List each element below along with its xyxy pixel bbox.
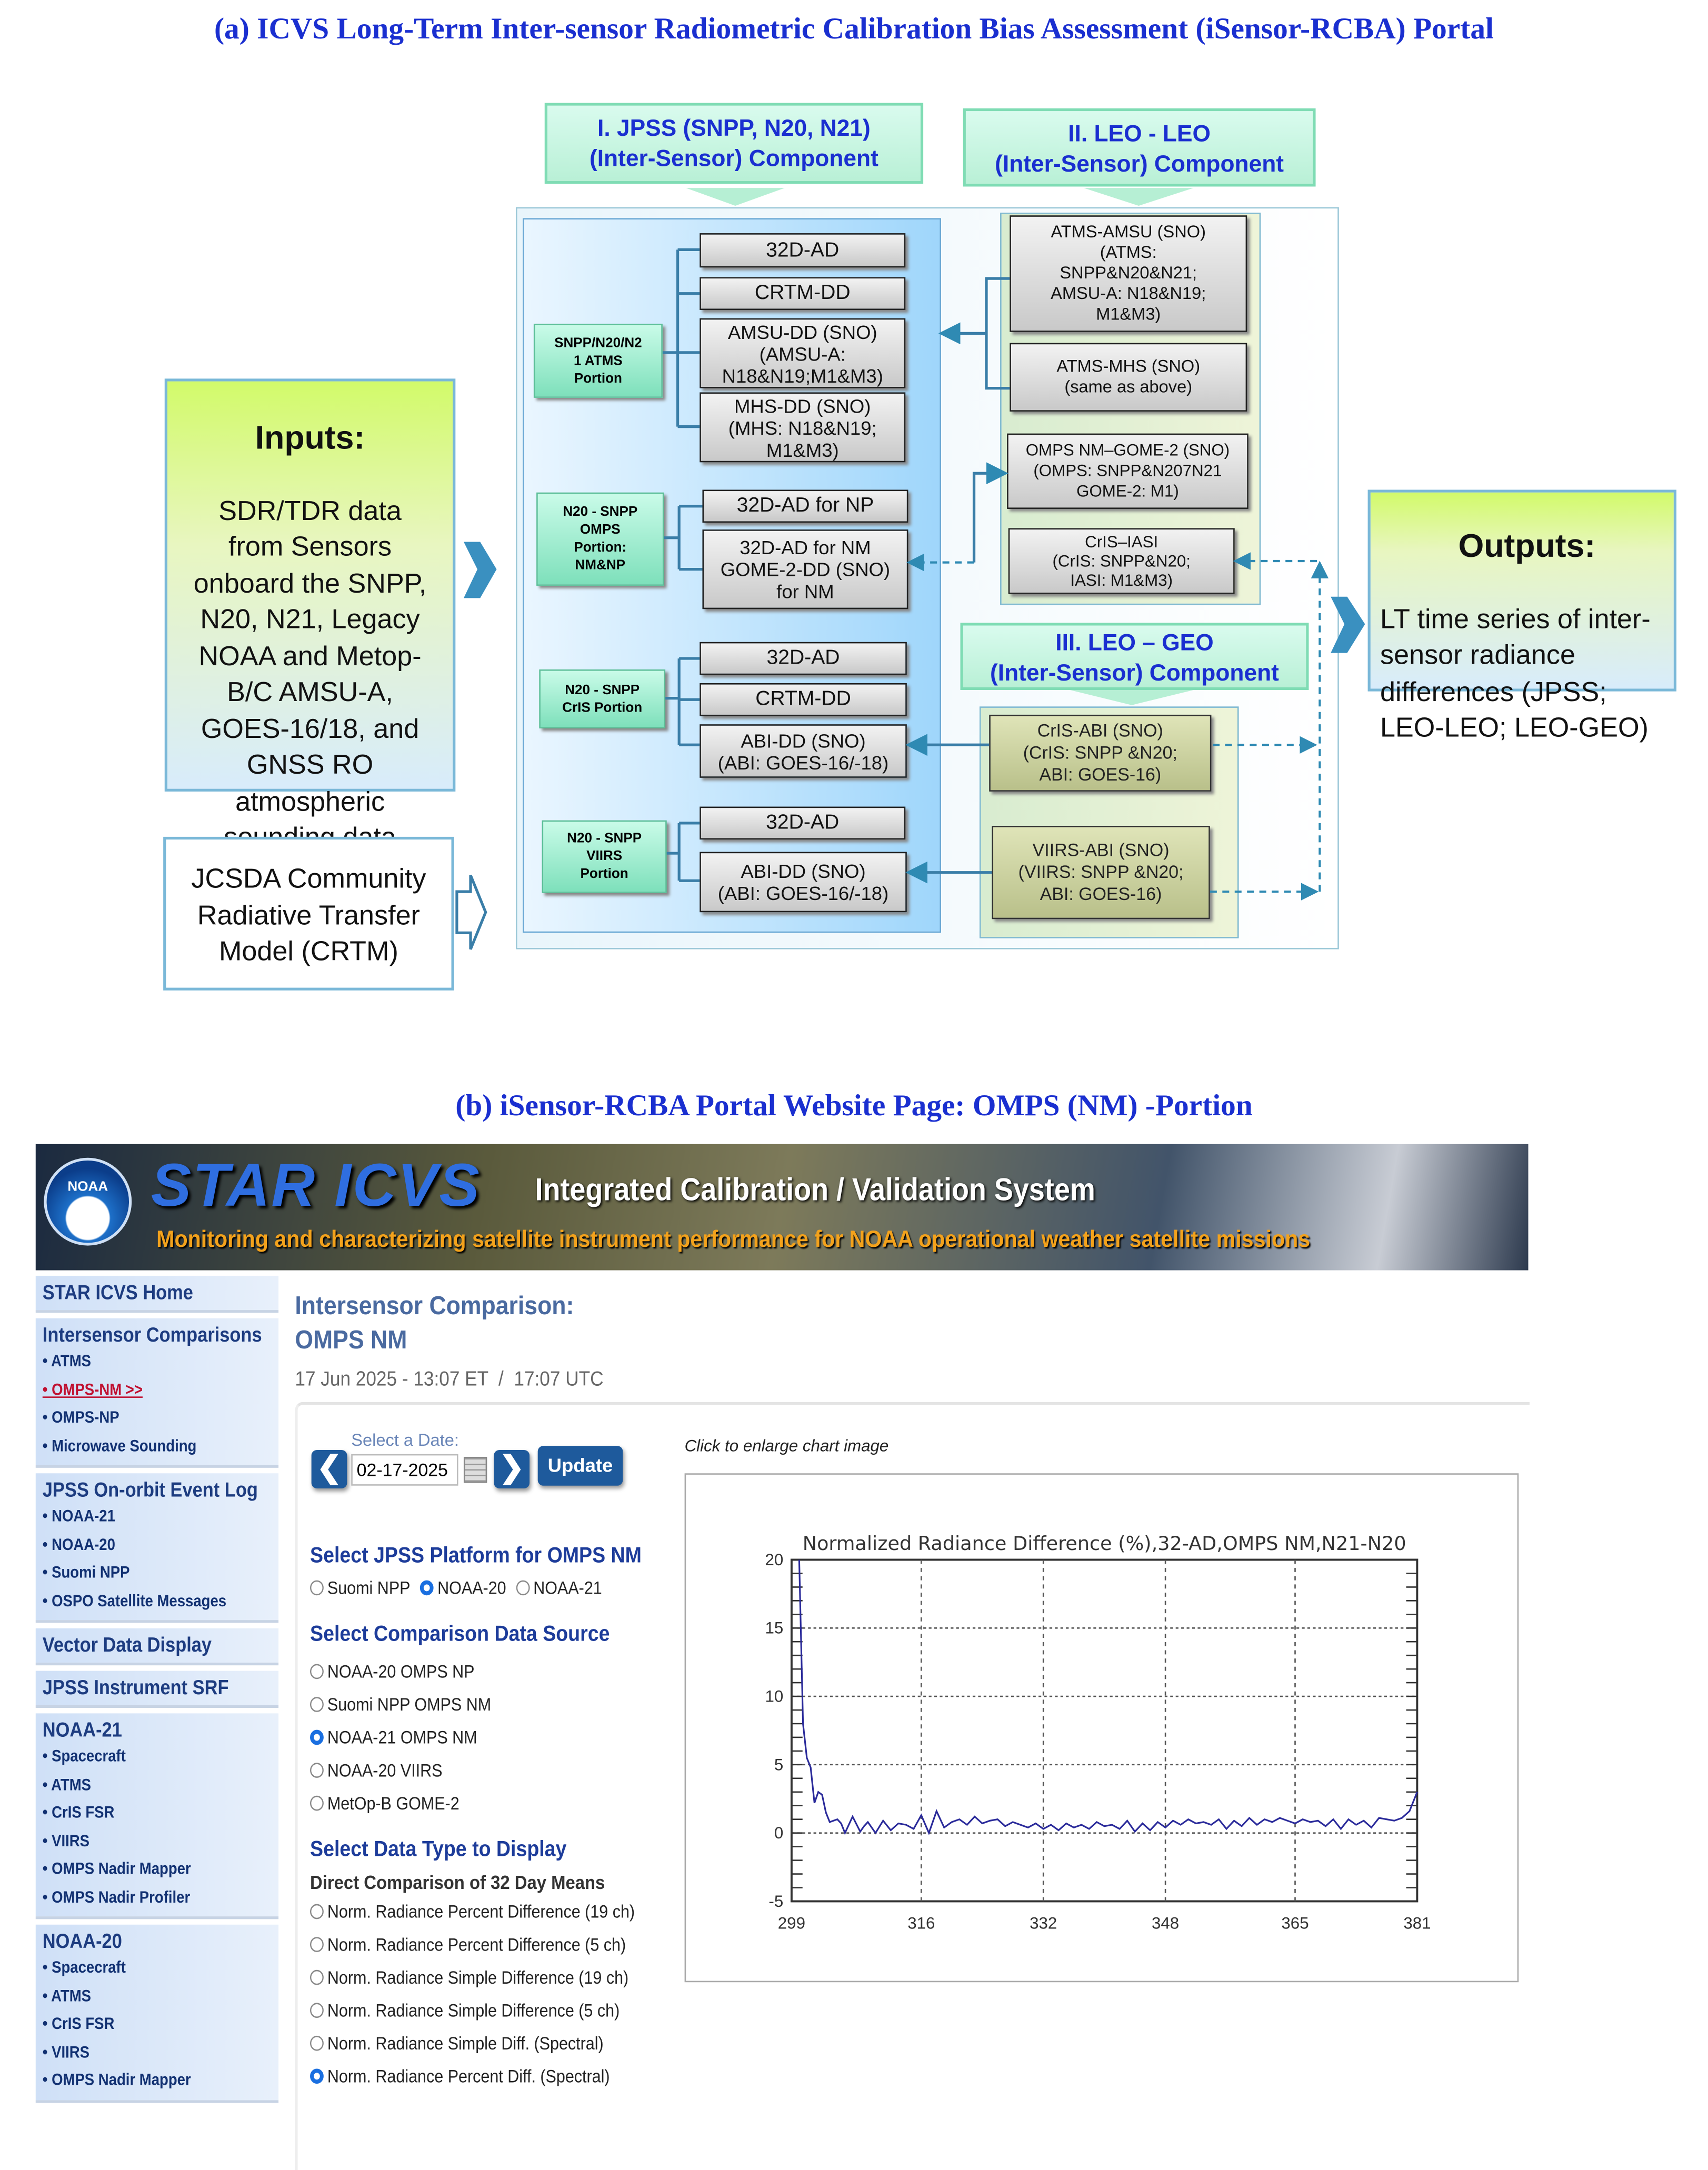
sidebar-link-label: OMPS-NM >> — [52, 1379, 143, 1399]
page-title: Intersensor Comparison: — [295, 1292, 574, 1321]
x-tick-label: 365 — [1281, 1914, 1309, 1933]
sidebar-link[interactable] — [43, 1375, 244, 1403]
portion-atms: SNPP/N20/N2 1 ATMS Portion — [534, 324, 663, 398]
sidebar-link[interactable] — [43, 2066, 244, 2094]
sidebar-link[interactable] — [43, 2038, 244, 2066]
radio-option[interactable] — [310, 1962, 643, 1995]
bullet-icon: • — [42, 1831, 52, 1850]
page-subtitle: OMPS NM — [295, 1326, 407, 1356]
outputs-text: LT time series of inter- sensor radiance differences (JPSS; LEO-LEO; LEO-GEO) — [1380, 604, 1651, 744]
radio-label: MetOp-B GOME-2 — [327, 1793, 460, 1814]
plot-frame — [792, 1559, 1417, 1901]
part-b-title: (b) iSensor-RCBA Portal Website Page: OMPS (NM) -Portion — [455, 1087, 1253, 1123]
radio-option[interactable] — [310, 1656, 643, 1689]
radio-option[interactable] — [310, 2061, 643, 2094]
sidebar-link-label: ATMS — [51, 1351, 92, 1371]
radio-label: NOAA-21 OMPS NM — [327, 1727, 477, 1748]
bullet-icon: • — [42, 2070, 52, 2089]
platform-heading: Select JPSS Platform for OMPS NM — [310, 1544, 642, 1568]
box-cris-abi: CrIS-ABI (SNO) (CrIS: SNPP &N20; ABI: GOES-16) — [989, 715, 1211, 792]
crtm-arrow-icon — [457, 875, 486, 949]
portion-viirs: N20 - SNPP VIIRS Portion — [542, 821, 667, 893]
sidebar-link[interactable] — [43, 1826, 244, 1854]
sidebar-link[interactable] — [43, 1798, 244, 1826]
diagram-connectors — [0, 0, 1708, 1043]
radio-label: Suomi NPP OMPS NM — [327, 1694, 492, 1715]
sidebar-section — [36, 1318, 278, 1468]
banner-tagline: Monitoring and characterizing satellite instrument performance for NOAA operational weather satellite missions — [156, 1226, 1311, 1253]
date-input[interactable]: 02-17-2025 — [351, 1454, 458, 1486]
banner-brand: STAR ICVS — [151, 1152, 481, 1220]
bullet-icon: • — [42, 1746, 52, 1766]
chart-hint: Click to enlarge chart image — [684, 1436, 889, 1456]
box-32d-ad-nm: 32D-AD for NM GOME-2-DD (SNO) for NM — [702, 529, 908, 609]
radio-button[interactable] — [310, 2003, 324, 2018]
radio-label: Norm. Radiance Simple Difference (5 ch) — [327, 2000, 620, 2021]
radio-label: Norm. Radiance Percent Diff. (Spectral) — [327, 2066, 610, 2087]
sidebar-link-label: CrIS FSR — [52, 2014, 115, 2033]
sidebar-link[interactable] — [43, 2009, 244, 2037]
sidebar-heading[interactable]: Intersensor Comparisons — [42, 1324, 262, 1347]
datatype-heading: Select Data Type to Display — [310, 1838, 567, 1862]
sidebar-link[interactable] — [43, 1771, 244, 1798]
sidebar-heading[interactable]: NOAA-20 — [42, 1930, 122, 1954]
box-omps-gome2: OMPS NM–GOME-2 (SNO) (OMPS: SNPP&N207N21 GOME-2: M1) — [1007, 434, 1248, 509]
radio-option[interactable] — [310, 1688, 643, 1722]
sidebar-section — [36, 1276, 278, 1313]
bullet-icon: • — [42, 1985, 52, 2005]
radio-button[interactable] — [310, 1796, 324, 1811]
sidebar-link-label: VIIRS — [52, 2042, 89, 2062]
sidebar-link-label: NOAA-21 — [52, 1506, 115, 1526]
bullet-icon: • — [42, 1802, 52, 1822]
radio-label: NOAA-20 — [437, 1577, 506, 1598]
jpss-down-arrow — [686, 188, 785, 206]
box-crtm-dd: CRTM-DD — [700, 277, 905, 310]
radio-label: Norm. Radiance Simple Difference (19 ch) — [327, 1967, 629, 1988]
radio-button[interactable] — [310, 1937, 324, 1952]
sidebar-link[interactable] — [43, 1586, 244, 1614]
sidebar-link-label: CrIS FSR — [52, 1802, 115, 1822]
part-a-title: (a) ICVS Long-Term Inter-sensor Radiometric Calibration Bias Assessment (iSensor-RCBA) Portal — [214, 11, 1494, 46]
crtm-box: JCSDA Community Radiative Transfer Model (CRTM) — [163, 837, 454, 991]
box-32d-ad-np: 32D-AD for NP — [702, 489, 908, 523]
radio-button[interactable] — [516, 1581, 530, 1596]
radio-button[interactable] — [310, 1730, 324, 1745]
y-tick-label: 0 — [774, 1824, 784, 1843]
sidebar-section — [36, 1671, 278, 1708]
radio-label: Norm. Radiance Percent Difference (5 ch) — [327, 1934, 626, 1955]
x-tick-label: 381 — [1403, 1914, 1431, 1933]
x-tick-label: 299 — [777, 1914, 805, 1933]
bullet-icon: • — [42, 1435, 52, 1455]
sidebar-link-label: ATMS — [51, 1985, 92, 2005]
radio-button[interactable] — [310, 1581, 324, 1596]
y-tick-label: 15 — [765, 1618, 784, 1637]
source-radio-group — [310, 1656, 681, 1821]
source-heading: Select Comparison Data Source — [310, 1623, 610, 1646]
radio-option[interactable] — [310, 1995, 643, 2028]
sidebar-link-label: Spacecraft — [52, 1746, 126, 1766]
sidebar-link[interactable] — [43, 1558, 244, 1586]
radio-option[interactable] — [310, 1722, 643, 1755]
datatype-radio-group — [310, 1896, 681, 2093]
sidebar-link-label: Suomi NPP — [52, 1562, 130, 1582]
sidebar-heading[interactable]: JPSS On-orbit Event Log — [42, 1478, 258, 1503]
datatype-subheading: Direct Comparison of 32 Day Means — [310, 1871, 605, 1893]
sidebar-link[interactable] — [43, 1530, 244, 1558]
y-tick-label: 20 — [765, 1550, 784, 1569]
leo-geo-component-header: III. LEO – GEO (Inter-Sensor) Component — [960, 623, 1309, 690]
radio-option[interactable] — [310, 1929, 643, 1962]
sidebar-link[interactable] — [43, 1502, 244, 1530]
sidebar-link-label: OSPO Satellite Messages — [52, 1591, 227, 1610]
bullet-icon: • — [42, 2014, 52, 2033]
bullet-icon: • — [42, 1407, 52, 1427]
sidebar-link[interactable] — [43, 1347, 244, 1375]
prev-date-button[interactable]: ❮ — [312, 1450, 347, 1488]
bullet-icon: • — [42, 1774, 52, 1794]
noaa-logo-text: NOAA — [67, 1179, 108, 1195]
box-viirs-abi: VIIRS-ABI (SNO) (VIIRS: SNPP &N20; ABI: GOES-16) — [992, 826, 1210, 919]
next-date-button[interactable]: ❯ — [494, 1450, 530, 1488]
sidebar-heading[interactable]: STAR ICVS Home — [42, 1281, 193, 1305]
box-32d-ad-viirs: 32D-AD — [700, 807, 905, 840]
y-tick-label: 5 — [774, 1755, 784, 1774]
sidebar-section — [36, 1628, 278, 1665]
bullet-icon: • — [42, 2042, 52, 2062]
sidebar-link-label: OMPS Nadir Mapper — [52, 1858, 191, 1878]
radio-option[interactable] — [310, 1787, 643, 1821]
bullet-icon: • — [42, 1534, 52, 1554]
radio-label: NOAA-20 VIIRS — [327, 1760, 443, 1781]
radio-option[interactable] — [310, 2027, 643, 2061]
box-mhs-dd: MHS-DD (SNO) (MHS: N18&N19; M1&M3) — [700, 392, 905, 462]
update-button[interactable]: Update — [538, 1446, 623, 1486]
platform-radio-group — [310, 1572, 643, 1605]
radiance-difference-chart — [686, 1475, 1520, 1984]
banner-system: Integrated Calibration / Validation System — [535, 1171, 1095, 1207]
site-banner — [36, 1144, 1529, 1271]
sidebar-heading[interactable]: NOAA-21 — [42, 1718, 122, 1743]
sidebar-section — [36, 1713, 278, 1919]
sidebar-link[interactable] — [43, 1883, 244, 1911]
date-label: Select a Date: — [351, 1431, 459, 1450]
box-abi-dd-viirs: ABI-DD (SNO) (ABI: GOES-16/-18) — [700, 852, 907, 913]
radio-option[interactable] — [310, 1577, 410, 1598]
sidebar-heading[interactable]: Vector Data Display — [42, 1634, 212, 1657]
sidebar-link[interactable] — [43, 1954, 244, 1982]
outputs-arrow-icon — [1331, 597, 1365, 653]
bullet-icon: • — [42, 1562, 52, 1582]
radio-button[interactable] — [310, 2036, 324, 2051]
radio-option[interactable] — [516, 1577, 602, 1598]
noaa-logo[interactable] — [44, 1158, 132, 1246]
x-tick-label: 348 — [1152, 1914, 1180, 1933]
box-abi-dd-cris: ABI-DD (SNO) (ABI: GOES-16/-18) — [700, 724, 907, 778]
x-tick-label: 332 — [1030, 1914, 1057, 1933]
radio-button[interactable] — [310, 2068, 324, 2084]
y-tick-label: 10 — [765, 1687, 784, 1706]
sidebar-link[interactable] — [43, 1432, 244, 1459]
inputs-text: SDR/TDR data from Sensors onboard the SNPP, N20, N21, Legacy NOAA and Metop- B/C AMSU-A, GOES-16/18, and GNSS RO atmospheric — [193, 496, 427, 817]
radio-button[interactable] — [310, 1664, 324, 1679]
jpss-component-header: I. JPSS (SNPP, N20, N21) (Inter-Sensor) Component — [545, 103, 923, 184]
sidebar-link[interactable] — [43, 1742, 244, 1770]
bullet-icon: • — [42, 1351, 52, 1371]
sidebar-heading[interactable]: JPSS Instrument SRF — [42, 1676, 229, 1700]
radio-button[interactable] — [310, 1697, 324, 1712]
portion-cris: N20 - SNPP CrIS Portion — [539, 669, 665, 728]
sidebar-link-label: NOAA-20 — [52, 1534, 115, 1554]
bullet-icon: • — [42, 1591, 52, 1610]
radio-label: Norm. Radiance Percent Difference (19 ch) — [327, 1901, 635, 1922]
sidebar-link[interactable] — [43, 1855, 244, 1883]
box-32d-ad-cris: 32D-AD — [700, 642, 907, 675]
radio-label: NOAA-21 — [533, 1577, 602, 1598]
box-amsu-dd: AMSU-DD (SNO) (AMSU-A: N18&N19;M1&M3) — [700, 318, 905, 388]
sidebar-link-label: ATMS — [51, 1774, 92, 1794]
portion-omps: N20 - SNPP OMPS Portion: NM&NP — [536, 493, 664, 586]
geo-down-arrow — [1070, 690, 1194, 705]
sidebar-link-label: OMPS Nadir Mapper — [52, 2070, 191, 2089]
sidebar-link-label: Spacecraft — [52, 1957, 126, 1977]
sidebar-section — [36, 1925, 278, 2103]
radio-button[interactable] — [310, 1970, 324, 1985]
chart-title: Normalized Radiance Difference (%),32-AD,OMPS NM,N21-N20 — [802, 1532, 1406, 1555]
radio-option[interactable] — [420, 1577, 506, 1598]
box-crtm-dd-cris: CRTM-DD — [700, 683, 907, 716]
sidebar-link-label: OMPS-NP — [52, 1407, 119, 1427]
box-atms-mhs: ATMS-MHS (SNO) (same as above) — [1010, 343, 1247, 412]
sidebar-section — [36, 1473, 278, 1623]
x-tick-label: 316 — [907, 1914, 935, 1933]
sidebar-nav — [36, 1276, 278, 2108]
inputs-arrow-icon — [464, 542, 497, 598]
radio-button[interactable] — [420, 1581, 434, 1596]
sidebar-link[interactable] — [43, 1982, 244, 2009]
radio-label: Suomi NPP — [327, 1577, 411, 1598]
timestamp: 17 Jun 2025 - 13:07 ET / 17:07 UTC — [295, 1367, 604, 1391]
chart-image-link[interactable] — [685, 1473, 1519, 1982]
bullet-icon: • — [42, 1858, 52, 1878]
y-tick-label: -5 — [768, 1892, 784, 1911]
calendar-icon[interactable] — [464, 1457, 487, 1483]
box-atms-amsu: ATMS-AMSU (SNO) (ATMS: SNPP&N20&N21; AMSU-A: N18&N19; M1&M3) — [1010, 215, 1247, 332]
bullet-icon: • — [42, 1379, 52, 1399]
leo-leo-component-header: II. LEO - LEO (Inter-Sensor) Component — [963, 108, 1316, 187]
bullet-icon: • — [42, 1957, 52, 1977]
radio-button[interactable] — [310, 1763, 324, 1778]
sidebar-link-label: OMPS Nadir Profiler — [52, 1887, 191, 1906]
inputs-title: Inputs: — [255, 419, 365, 456]
sidebar-link-label: VIIRS — [52, 1831, 89, 1850]
radio-label: Norm. Radiance Simple Diff. (Spectral) — [327, 2033, 604, 2054]
radio-option[interactable] — [310, 1755, 643, 1788]
leo-down-arrow — [1084, 188, 1194, 206]
radio-button[interactable] — [310, 1904, 324, 1919]
radio-label: NOAA-20 OMPS NP — [327, 1661, 475, 1682]
selection-form — [310, 1545, 681, 2094]
bullet-icon: • — [42, 1506, 52, 1526]
outputs-title: Outputs: — [1458, 527, 1596, 565]
radio-option[interactable] — [310, 1896, 643, 1929]
box-cris-iasi: CrIS–IASI (CrIS: SNPP&N20; IASI: M1&M3) — [1008, 528, 1235, 594]
box-32d-ad: 32D-AD — [700, 233, 905, 267]
sidebar-link-label: Microwave Sounding — [52, 1435, 197, 1455]
bullet-icon: • — [42, 1887, 52, 1906]
sidebar-link[interactable] — [43, 1403, 244, 1431]
